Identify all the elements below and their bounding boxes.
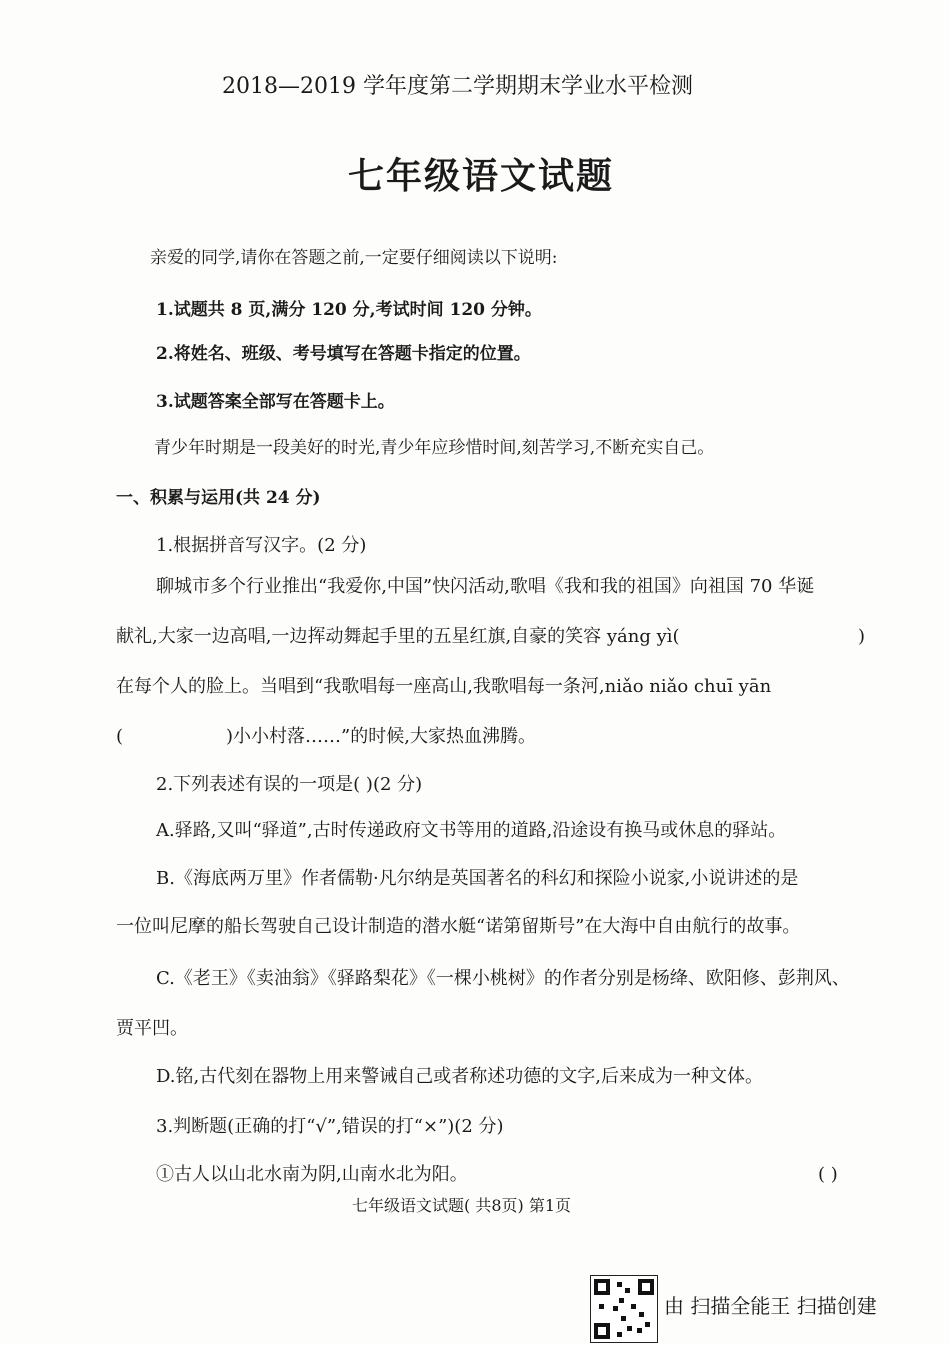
option-b-continued: 一位叫尼摩的船长驾驶自己设计制造的潜水艇“诺第留斯号”在大海中自由航行的故事。 xyxy=(116,916,801,937)
qr-code-icon xyxy=(590,1275,658,1343)
subject-title: 七年级语文试题 xyxy=(348,155,615,197)
option-d: D.铭,古代刻在器物上用来警诫自己或者称述功德的文字,后来成为一种文体。 xyxy=(156,1066,763,1087)
option-c-continued: 贾平凹。 xyxy=(116,1018,188,1039)
question-1-line: )小小村落……”的时候,大家热血沸腾。 xyxy=(226,726,536,747)
question-1-title: 1.根据拼音写汉字。(2 分) xyxy=(156,535,367,556)
section-heading: 一、积累与运用(共 24 分) xyxy=(116,488,321,508)
question-1-line: 聊城市多个行业推出“我爱你,中国”快闪活动,歌唱《我和我的祖国》向祖国 70 华诞 xyxy=(156,576,815,597)
question-1-line: 献礼,大家一边高唱,一边挥动舞起手里的五星红旗,自豪的笑容 yáng yì( xyxy=(116,626,680,647)
scanner-watermark-text: 由 扫描全能王 扫描创建 xyxy=(664,1294,877,1318)
answer-blank-niaoniao-open: ( xyxy=(116,726,124,747)
instruction-item-1: 1.试题共 8 页,满分 120 分,考试时间 120 分钟。 xyxy=(156,300,542,320)
instruction-item-2: 2.将姓名、班级、考号填写在答题卡指定的位置。 xyxy=(156,344,531,364)
question-1-line: 在每个人的脸上。当唱到“我歌唱每一座高山,我歌唱每一条河,niǎo niǎo chuī yān xyxy=(116,676,772,697)
answer-blank-yangyi-close: ) xyxy=(858,626,866,647)
judgment-item-1-bracket: ( ) xyxy=(818,1164,838,1185)
option-a: A.驿路,又叫“驿道”,古时传递政府文书等用的道路,沿途设有换马或休息的驿站。 xyxy=(156,820,787,841)
judgment-item-1: ①古人以山北水南为阴,山南水北为阳。 xyxy=(156,1164,468,1185)
instruction-item-3: 3.试题答案全部写在答题卡上。 xyxy=(156,392,395,412)
instructions-intro: 亲爱的同学,请你在答题之前,一定要仔细阅读以下说明: xyxy=(150,248,558,268)
motto: 青少年时期是一段美好的时光,青少年应珍惜时间,刻苦学习,不断充实自己。 xyxy=(154,438,715,458)
page-footer: 七年级语文试题( 共8页) 第1页 xyxy=(352,1196,572,1215)
option-c: C.《老王》《卖油翁》《驿路梨花》《一棵小桃树》的作者分别是杨绛、欧阳修、彭荆风、 xyxy=(156,968,850,989)
option-b: B.《海底两万里》作者儒勒·凡尔纳是英国著名的科幻和探险小说家,小说讲述的是 xyxy=(156,868,799,889)
exam-title: 2018—2019 学年度第二学期期末学业水平检测 xyxy=(222,74,693,99)
question-3-title: 3.判断题(正确的打“√”,错误的打“×”)(2 分) xyxy=(156,1116,504,1137)
question-2-title: 2.下列表述有误的一项是( )(2 分) xyxy=(156,774,423,795)
